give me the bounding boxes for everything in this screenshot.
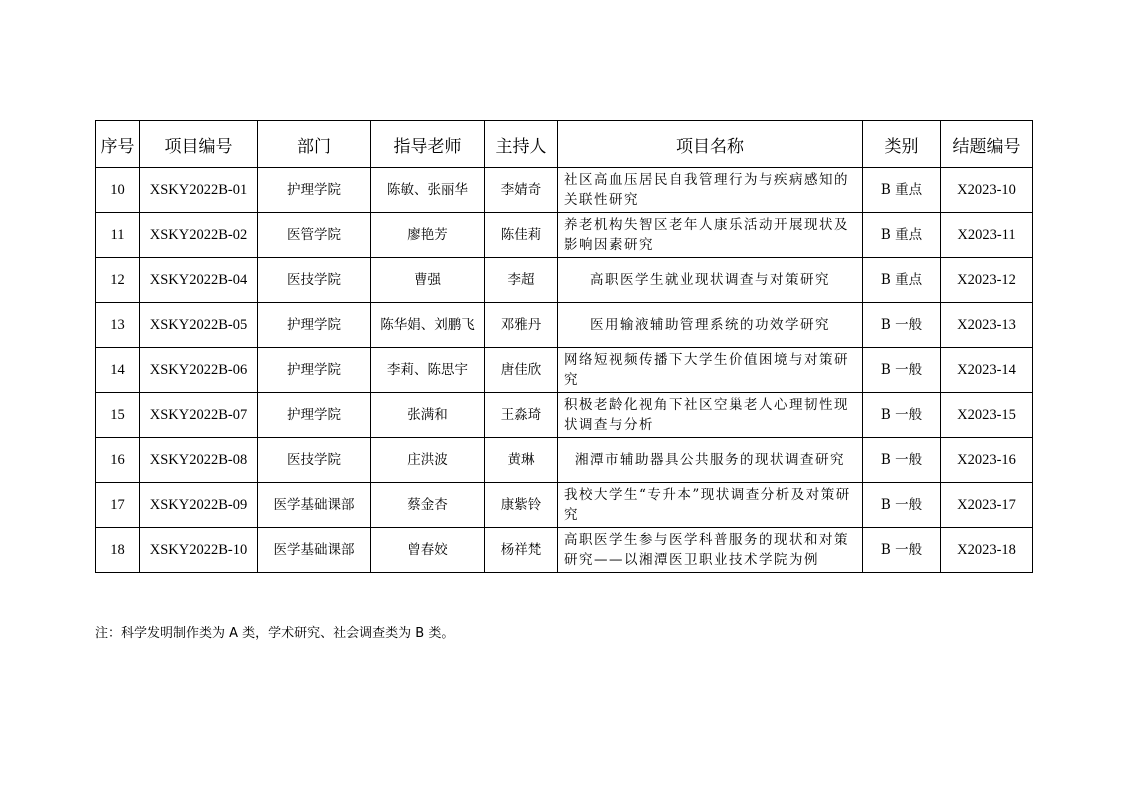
table-row <box>96 303 1033 348</box>
cell-project-code: XSKY2022B-10 <box>140 528 258 573</box>
table-row <box>96 168 1033 213</box>
cell-seq: 11 <box>96 213 140 258</box>
cell-department: 医管学院 <box>258 213 371 258</box>
cell-department: 医技学院 <box>258 438 371 483</box>
cell-closing-code: X2023-10 <box>941 168 1033 213</box>
header-row <box>96 121 1033 168</box>
cell-host: 唐佳欣 <box>485 348 558 393</box>
cell-closing-code: X2023-15 <box>941 393 1033 438</box>
cell-advisor: 张满和 <box>371 393 485 438</box>
cell-project-title: 湘潭市辅助器具公共服务的现状调查研究 <box>558 438 863 483</box>
cell-category: B 一般 <box>863 303 941 348</box>
cell-project-code: XSKY2022B-06 <box>140 348 258 393</box>
header-category: 类别 <box>863 121 941 168</box>
cell-advisor: 陈华娟、刘鹏飞 <box>371 303 485 348</box>
cell-closing-code: X2023-12 <box>941 258 1033 303</box>
cell-host: 李婧奇 <box>485 168 558 213</box>
table-row <box>96 348 1033 393</box>
cell-project-title: 高职医学生参与医学科普服务的现状和对策研究——以湘潭医卫职业技术学院为例 <box>558 528 863 573</box>
cell-project-code: XSKY2022B-09 <box>140 483 258 528</box>
cell-department: 护理学院 <box>258 348 371 393</box>
cell-category: B 重点 <box>863 168 941 213</box>
cell-closing-code: X2023-14 <box>941 348 1033 393</box>
cell-project-title: 网络短视频传播下大学生价值困境与对策研究 <box>558 348 863 393</box>
project-table <box>95 120 1033 573</box>
cell-seq: 10 <box>96 168 140 213</box>
header-department: 部门 <box>258 121 371 168</box>
cell-seq: 12 <box>96 258 140 303</box>
cell-project-code: XSKY2022B-05 <box>140 303 258 348</box>
cell-advisor: 廖艳芳 <box>371 213 485 258</box>
cell-department: 医技学院 <box>258 258 371 303</box>
table-row <box>96 438 1033 483</box>
header-advisor: 指导老师 <box>371 121 485 168</box>
cell-seq: 18 <box>96 528 140 573</box>
header-project-code: 项目编号 <box>140 121 258 168</box>
cell-project-title: 我校大学生“专升本”现状调查分析及对策研究 <box>558 483 863 528</box>
cell-project-title: 积极老龄化视角下社区空巢老人心理韧性现状调查与分析 <box>558 393 863 438</box>
header-host: 主持人 <box>485 121 558 168</box>
table-row <box>96 528 1033 573</box>
cell-host: 陈佳莉 <box>485 213 558 258</box>
header-closing-code: 结题编号 <box>941 121 1033 168</box>
cell-project-title: 高职医学生就业现状调查与对策研究 <box>558 258 863 303</box>
cell-closing-code: X2023-11 <box>941 213 1033 258</box>
cell-closing-code: X2023-16 <box>941 438 1033 483</box>
cell-host: 邓雅丹 <box>485 303 558 348</box>
cell-department: 医学基础课部 <box>258 528 371 573</box>
cell-department: 护理学院 <box>258 393 371 438</box>
table-row <box>96 258 1033 303</box>
cell-project-title: 养老机构失智区老年人康乐活动开展现状及影响因素研究 <box>558 213 863 258</box>
cell-advisor: 曾春姣 <box>371 528 485 573</box>
cell-project-code: XSKY2022B-08 <box>140 438 258 483</box>
cell-advisor: 李莉、陈思宇 <box>371 348 485 393</box>
cell-closing-code: X2023-18 <box>941 528 1033 573</box>
cell-advisor: 陈敏、张丽华 <box>371 168 485 213</box>
cell-host: 李超 <box>485 258 558 303</box>
cell-closing-code: X2023-13 <box>941 303 1033 348</box>
cell-department: 护理学院 <box>258 168 371 213</box>
table-row <box>96 483 1033 528</box>
cell-seq: 15 <box>96 393 140 438</box>
cell-project-code: XSKY2022B-01 <box>140 168 258 213</box>
table-row <box>96 213 1033 258</box>
cell-advisor: 曹强 <box>371 258 485 303</box>
cell-host: 黄琳 <box>485 438 558 483</box>
header-project-title: 项目名称 <box>558 121 863 168</box>
cell-host: 康紫铃 <box>485 483 558 528</box>
cell-category: B 一般 <box>863 348 941 393</box>
cell-seq: 14 <box>96 348 140 393</box>
footnote: 注：科学发明制作类为 A 类，学术研究、社会调查类为 B 类。 <box>95 626 455 641</box>
cell-host: 王淼琦 <box>485 393 558 438</box>
cell-advisor: 蔡金杏 <box>371 483 485 528</box>
cell-project-code: XSKY2022B-07 <box>140 393 258 438</box>
cell-closing-code: X2023-17 <box>941 483 1033 528</box>
cell-project-title: 社区高血压居民自我管理行为与疾病感知的关联性研究 <box>558 168 863 213</box>
cell-department: 护理学院 <box>258 303 371 348</box>
cell-seq: 17 <box>96 483 140 528</box>
cell-seq: 13 <box>96 303 140 348</box>
cell-department: 医学基础课部 <box>258 483 371 528</box>
cell-category: B 重点 <box>863 213 941 258</box>
cell-advisor: 庄洪波 <box>371 438 485 483</box>
cell-category: B 一般 <box>863 528 941 573</box>
cell-project-title: 医用输液辅助管理系统的功效学研究 <box>558 303 863 348</box>
cell-seq: 16 <box>96 438 140 483</box>
cell-category: B 一般 <box>863 438 941 483</box>
cell-host: 杨祥梵 <box>485 528 558 573</box>
cell-category: B 重点 <box>863 258 941 303</box>
cell-project-code: XSKY2022B-04 <box>140 258 258 303</box>
cell-category: B 一般 <box>863 393 941 438</box>
cell-project-code: XSKY2022B-02 <box>140 213 258 258</box>
table-row <box>96 393 1033 438</box>
cell-category: B 一般 <box>863 483 941 528</box>
header-seq: 序号 <box>96 121 140 168</box>
